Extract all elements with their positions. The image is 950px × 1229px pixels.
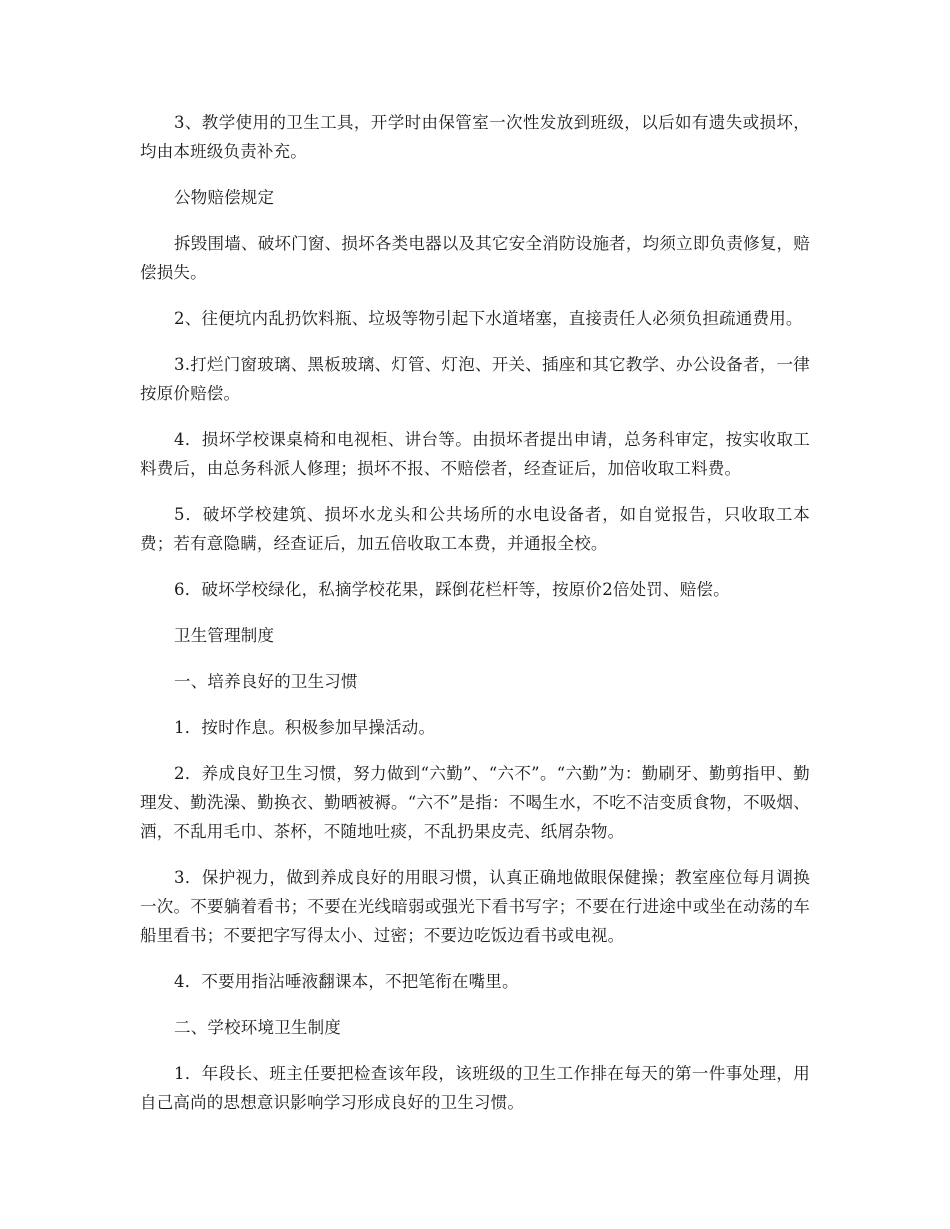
paragraph-tools-rule: 3、教学使用的卫生工具，开学时由保管室一次性发放到班级，以后如有遗失或损坏，均由本班级负责补充。: [140, 113, 810, 161]
paragraph-compensation-5: 5．破坏学校建筑、损坏水龙头和公共场所的水电设备者，如自觉报告，只收取工本费；若有意隐瞒，经查证后，加五倍收取工本费，并通报全校。: [140, 505, 810, 553]
heading-compensation-rules: 公物赔偿规定: [174, 188, 275, 207]
heading-hygiene-system: 卫生管理制度: [174, 626, 275, 645]
paragraph-environment-1: 1．年段长、班主任要把检查该年段，该班级的卫生工作排在每天的第一件事处理，用自己高尚的思想意识影响学习形成良好的卫生习惯。: [140, 1064, 810, 1112]
paragraph-compensation-1: 拆毁围墙、破坏门窗、损坏各类电器以及其它安全消防设施者，均须立即负责修复，赔偿损失。: [140, 234, 810, 282]
paragraph-compensation-4: 4．损坏学校课桌椅和电视柜、讲台等。由损坏者提出申请，总务科审定，按实收取工料费后，由总务科派人修理；损坏不报、不赔偿者，经查证后，加倍收取工料费。: [140, 430, 810, 478]
paragraph-habit-4: 4．不要用指沾唾液翻课本，不把笔衔在嘴里。: [174, 972, 519, 991]
paragraph-habit-2: 2．养成良好卫生习惯，努力做到“六勤”、“六不”。“六勤”为：勤刷牙、勤剪指甲、勤理发、勤洗澡、勤换衣、勤晒被褥。“六不”是指：不喝生水，不吃不洁变质食物，不吸烟、酒，不乱用毛巾、茶杯，不随地吐痰，不乱扔果皮壳、纸屑杂物。: [140, 764, 810, 841]
paragraph-habit-3: 3．保护视力，做到养成良好的用眼习惯，认真正确地做眼保健操；教室座位每月调换一次。不要躺着看书；不要在光线暗弱或强光下看书写字；不要在行进途中或坐在动荡的车船里看书；不要把字写得太小、过密；不要边吃饭边看书或电视。: [140, 868, 810, 945]
paragraph-habit-1: 1．按时作息。积极参加早操活动。: [174, 718, 436, 737]
heading-environment-system: 二、学校环境卫生制度: [174, 1018, 341, 1037]
paragraph-compensation-6: 6．破坏学校绿化，私摘学校花果，踩倒花栏杆等，按原价2倍处罚、赔偿。: [174, 580, 730, 599]
heading-good-habits: 一、培养良好的卫生习惯: [174, 672, 358, 691]
paragraph-compensation-2: 2、往便坑内乱扔饮料瓶、垃圾等物引起下水道堵塞，直接责任人必须负担疏通费用。: [174, 309, 803, 328]
document-body: [140, 108, 810, 1134]
paragraph-compensation-3: 3.打烂门窗玻璃、黑板玻璃、灯管、灯泡、开关、插座和其它教学、办公设备者，一律按原价赔偿。: [140, 355, 810, 403]
